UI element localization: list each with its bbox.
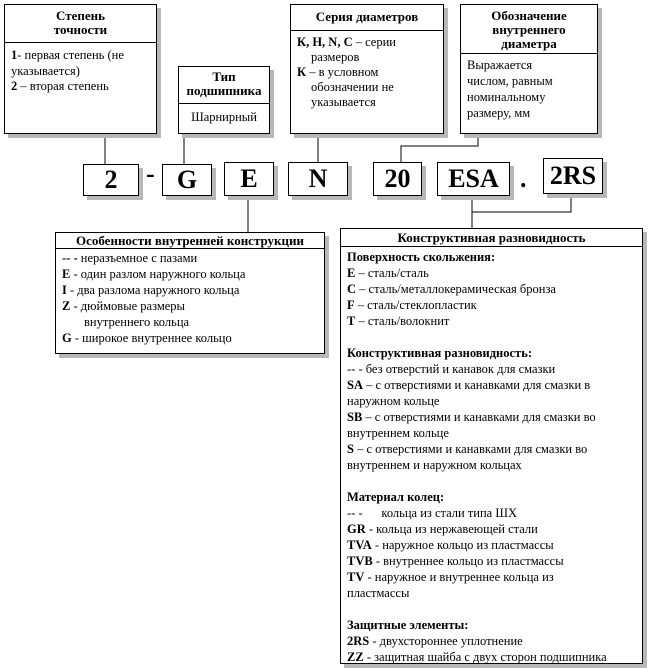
code-diameter-series: N: [288, 162, 348, 196]
variant-s2-item-6: [347, 441, 636, 457]
inner-diameter-header: [461, 5, 597, 54]
variant-text: – сталь/металлокерамическая бронза: [356, 282, 556, 296]
diameter-series-line3: [297, 65, 437, 80]
diameter-series-line5: указывается: [311, 95, 376, 109]
code-variant: ESA: [437, 162, 510, 196]
variant-spacer: [347, 601, 636, 617]
variant-s1-item-1: [347, 265, 636, 281]
code-inner-design: E: [224, 162, 274, 196]
variant-section-title: Конструктивная разновидность: [347, 346, 528, 360]
inner-diameter-body: [461, 54, 597, 124]
variant-s2-item-5: внутреннем кольце: [347, 426, 449, 440]
inner-diameter-box: [460, 4, 598, 134]
variant-code: ZZ: [347, 650, 364, 664]
connector-inner-diameter: [401, 134, 478, 164]
variant-text: – сталь/стеклопластик: [354, 298, 477, 312]
inner-design-title: Особенности внутренней конструкции: [75, 233, 305, 248]
variant-section-title: Материал колец: [347, 490, 440, 504]
variant-s2-item-2: [347, 377, 636, 393]
diameter-series-line1: [297, 35, 437, 50]
variant-s4-item-2: [347, 649, 636, 665]
variant-section-design: Конструктивная разновидность:: [347, 346, 532, 360]
variant-text: – сталь/волокнит: [355, 314, 450, 328]
variant-header: [341, 229, 642, 247]
accuracy-degree-body: [5, 43, 156, 98]
inner-design-item-5: [62, 314, 318, 330]
diameter-series-code-k: К: [297, 65, 307, 79]
variant-text: - защитная шайба с двух сторон подшипника: [363, 650, 607, 664]
inner-diameter-title-line1: Обозначение: [491, 8, 567, 23]
variant-spacer: [347, 329, 636, 345]
connector-variant-2rs: [472, 196, 571, 212]
code-protection: 2RS: [543, 158, 603, 194]
diameter-series-box: [290, 4, 444, 134]
diameter-series-body: [291, 31, 443, 113]
variant-code: E: [347, 266, 356, 280]
diameter-series-codes: К, H, N, C: [297, 35, 353, 49]
variant-box: [340, 228, 643, 664]
variant-code: TV: [347, 570, 365, 584]
variant-s3-item-2: [347, 521, 636, 537]
bearing-type-box: [178, 66, 270, 134]
inner-design-item-6: [62, 330, 318, 346]
inner-design-text: - два разлома наружного кольца: [66, 283, 240, 297]
inner-diameter-title-line2: внутреннего: [492, 22, 566, 37]
accuracy-degree-header: [5, 5, 156, 43]
inner-design-body: [56, 249, 324, 349]
variant-code: -- -: [347, 506, 363, 520]
variant-section-title: Защитные элементы: [347, 618, 465, 632]
code-dash-separator: -: [146, 159, 155, 188]
variant-text: – с отверстиями и канавками для смазки в: [362, 378, 591, 392]
variant-section-protection: Защитные элементы:: [347, 618, 469, 632]
inner-design-code: E: [62, 267, 71, 281]
variant-s3-item-6: [347, 585, 636, 601]
inner-design-item-1: [62, 250, 318, 266]
diameter-series-text-3: – в условном: [306, 65, 379, 79]
variant-s3-item-3: [347, 537, 636, 553]
variant-text: - внутреннее кольцо из пластмассы: [372, 554, 564, 568]
variant-text: – сталь/сталь: [355, 266, 429, 280]
bearing-type-body: [179, 104, 269, 129]
inner-design-item-3: [62, 282, 318, 298]
variant-s1-item-2: [347, 281, 636, 297]
inner-design-code: G: [62, 331, 72, 345]
variant-code: F: [347, 298, 355, 312]
variant-text: пластмассы: [347, 586, 410, 600]
accuracy-degree-box: [4, 4, 157, 134]
variant-code: GR: [347, 522, 366, 536]
accuracy-text-1: - первая степень (не: [17, 48, 124, 62]
inner-design-item-2: [62, 266, 318, 282]
variant-text: - наружное кольцо из пластмассы: [371, 538, 554, 552]
accuracy-line1: [11, 48, 150, 64]
inner-diameter-line3: номинальному: [467, 90, 546, 104]
variant-s3-item-4: [347, 553, 636, 569]
variant-text: кольца из стали типа ШХ: [362, 506, 517, 520]
variant-s2-item-4: [347, 409, 636, 425]
accuracy-line2: указывается): [11, 63, 80, 78]
diameter-series-title: Серия диаметров: [315, 9, 419, 24]
variant-s2-item-3: наружном кольце: [347, 394, 440, 408]
variant-text: – с отверстиями и канавками для смазки во: [362, 410, 596, 424]
variant-text: - кольца из нержавеющей стали: [365, 522, 538, 536]
inner-design-code: -- -: [62, 251, 78, 265]
inner-design-header: [56, 233, 324, 249]
diameter-series-line2: размеров: [311, 50, 360, 64]
variant-s1-item-3: [347, 297, 636, 313]
variant-text: - двухстороннее уплотнение: [369, 634, 523, 648]
variant-s1-item-4: [347, 313, 636, 329]
diameter-series-header: [291, 5, 443, 31]
variant-text: - наружное и внутреннее кольца из: [364, 570, 554, 584]
variant-body: [341, 247, 642, 667]
variant-code: 2RS: [347, 634, 370, 648]
inner-diameter-title-line3: диаметра: [501, 36, 557, 51]
inner-design-item-4: [62, 298, 318, 314]
inner-diameter-line4: размеру, мм: [467, 106, 531, 120]
variant-s2-item-1: -- - без отверстий и канавок для смазки: [347, 362, 556, 376]
inner-diameter-line2: числом, равным: [467, 74, 553, 88]
accuracy-code-2: 2: [11, 79, 18, 93]
variant-s4-item-1: [347, 633, 636, 649]
variant-code: S: [347, 442, 354, 456]
bearing-type-title-line2: подшипника: [186, 83, 262, 98]
variant-title: Конструктивная разновидность: [397, 230, 586, 245]
inner-design-box: [55, 232, 325, 354]
variant-code: TVA: [347, 538, 372, 552]
code-accuracy: 2: [83, 164, 139, 196]
variant-section-material: Материал колец:: [347, 490, 445, 504]
variant-s2-item-7: внутреннем и наружном кольцах: [347, 458, 522, 472]
accuracy-title-line1: Степень: [56, 8, 105, 23]
variant-code: SB: [347, 410, 363, 424]
variant-code: C: [347, 282, 357, 296]
inner-design-text: - один разлом наружного кольца: [70, 267, 246, 281]
bearing-type-header: [179, 67, 269, 104]
bearing-type-value: Шарнирный: [191, 110, 257, 124]
variant-s3-item-5: [347, 569, 636, 585]
variant-section-title: Поверхность скольжения: [347, 250, 491, 264]
variant-spacer: [347, 473, 636, 489]
inner-design-code: Z: [62, 299, 71, 313]
accuracy-line3: [11, 79, 150, 95]
code-dot-separator: .: [520, 164, 527, 193]
variant-code: T: [347, 314, 356, 328]
inner-design-text: - широкое внутреннее кольцо: [71, 331, 232, 345]
code-inner-diameter: 20: [373, 162, 422, 196]
variant-s3-item-1: [347, 505, 636, 521]
diameter-series-text-1: – серии: [352, 35, 396, 49]
code-type: G: [162, 164, 212, 196]
variant-code: SA: [347, 378, 363, 392]
variant-section-surface: Поверхность скольжения:: [347, 250, 496, 264]
accuracy-text-3: – вторая степень: [17, 79, 109, 93]
accuracy-title-line2: точности: [53, 22, 108, 37]
diameter-series-line4: обозначении не: [311, 80, 394, 94]
bearing-type-title-line1: Тип: [212, 69, 236, 84]
inner-design-text: - дюймовые размеры: [70, 299, 185, 313]
variant-code: TVB: [347, 554, 373, 568]
variant-text: – с отверстиями и канавками для смазки во: [353, 442, 588, 456]
inner-design-text: неразъемное с пазами: [77, 251, 198, 265]
inner-design-text: внутреннего кольца: [84, 315, 190, 329]
inner-design-code: I: [62, 283, 67, 297]
inner-diameter-line1: Выражается: [467, 58, 533, 72]
accuracy-code-1: 1: [11, 48, 18, 62]
